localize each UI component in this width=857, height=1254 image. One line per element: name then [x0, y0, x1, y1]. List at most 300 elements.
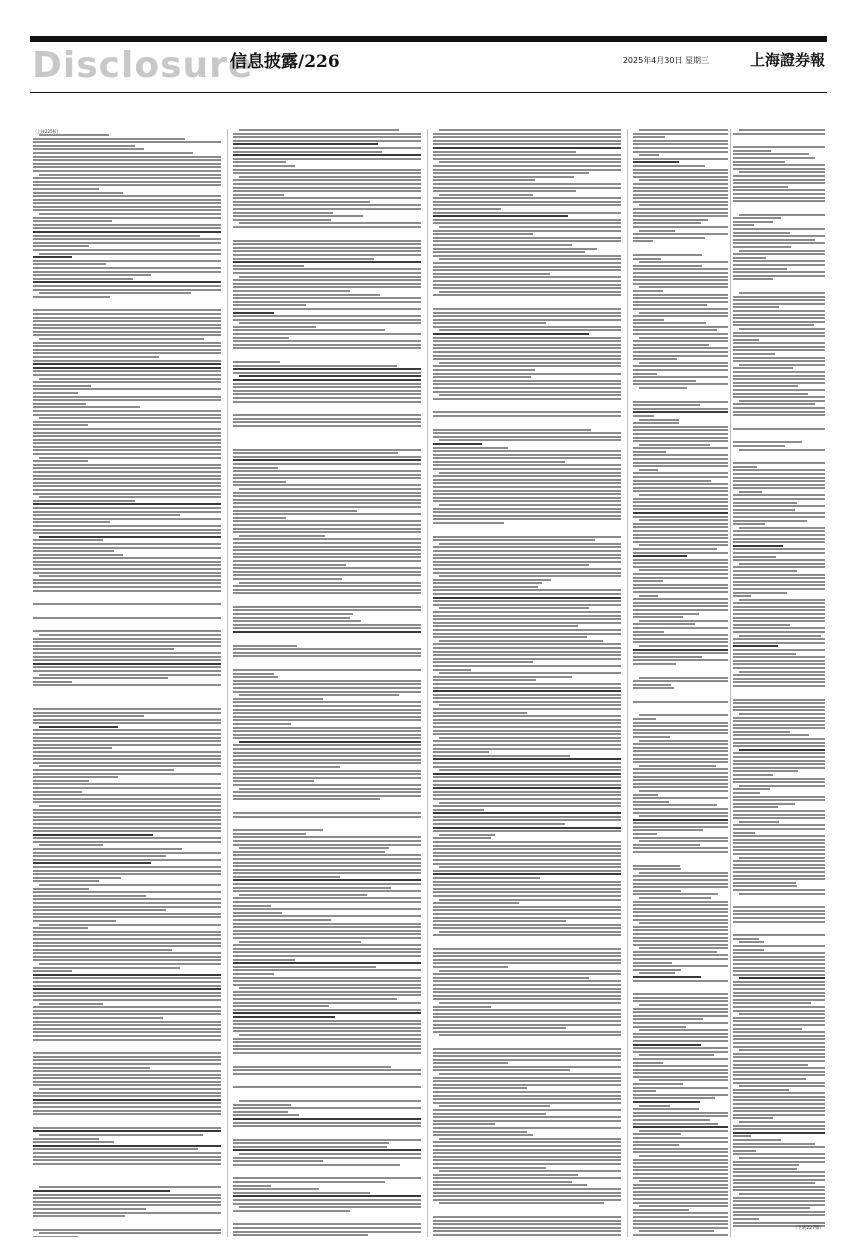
paragraph-gap: [233, 230, 421, 240]
text-line: [33, 1102, 221, 1104]
text-line: [233, 1234, 368, 1236]
text-line: [733, 817, 825, 819]
text-line: [233, 538, 421, 540]
text-line: [733, 1200, 825, 1202]
text-line: [433, 197, 621, 199]
text-line: [433, 411, 621, 413]
text-heading-line: [433, 787, 621, 789]
text-line: [633, 890, 681, 892]
text-line: [239, 1100, 421, 1102]
text-line: [433, 593, 621, 595]
text-line: [633, 1137, 728, 1139]
text-line: [733, 867, 825, 869]
text-line: [733, 667, 825, 669]
text-line: [733, 200, 825, 202]
text-line: [433, 952, 621, 954]
text-line: [733, 1197, 825, 1199]
text-line: [33, 1077, 221, 1079]
text-line: [633, 993, 728, 995]
text-line: [33, 681, 72, 683]
text-line: [33, 439, 221, 441]
text-line: [633, 265, 702, 267]
text-line: [233, 474, 421, 476]
text-line: [33, 209, 221, 211]
text-line: [639, 1105, 670, 1107]
text-line: [433, 1006, 491, 1008]
text-line: [33, 977, 221, 979]
text-line: [233, 365, 397, 367]
paragraph-gap: [33, 698, 221, 708]
text-line: [33, 827, 221, 829]
text-line: [233, 901, 421, 903]
text-line: [633, 526, 728, 528]
text-line: [233, 712, 421, 714]
text-line: [633, 523, 728, 525]
text-line: [639, 519, 728, 521]
text-line: [33, 267, 221, 269]
text-line: [33, 916, 221, 918]
text-heading-line: [33, 1190, 170, 1192]
text-line: [233, 617, 350, 619]
text-line: [33, 1052, 221, 1054]
text-line: [33, 561, 221, 563]
text-line: [633, 750, 728, 752]
text-line: [733, 566, 825, 568]
text-line: [733, 389, 825, 391]
text-line: [33, 985, 221, 987]
text-line: [33, 898, 221, 900]
text-heading-line: [233, 631, 421, 633]
text-line: [233, 194, 284, 196]
text-line: [233, 912, 282, 914]
masthead-top-rule: [30, 36, 827, 42]
text-line: [33, 816, 221, 818]
text-heading-line: [33, 1099, 221, 1101]
text-line: [633, 776, 728, 778]
text-line: [33, 464, 221, 466]
text-line: [433, 837, 491, 839]
text-line: [33, 184, 221, 186]
paragraph-gap: [233, 819, 421, 829]
text-line: [433, 852, 621, 854]
text-line: [633, 215, 728, 217]
text-line: [439, 866, 621, 868]
text-line: [639, 1004, 728, 1006]
text-line: [433, 615, 621, 617]
text-line: [633, 786, 728, 788]
text-line: [233, 549, 421, 551]
text-line: [433, 429, 591, 431]
text-line: [633, 294, 728, 296]
text-line: [233, 567, 421, 569]
text-line: [633, 308, 728, 310]
text-line: [633, 701, 728, 703]
text-line: [233, 620, 361, 622]
text-line: [733, 606, 825, 608]
text-line: [733, 1186, 825, 1188]
text-line: [633, 380, 696, 382]
text-line: [33, 967, 180, 969]
text-line: [33, 1028, 221, 1030]
text-line: [733, 674, 825, 676]
text-line: [33, 245, 89, 247]
article-column-4: [633, 129, 728, 1237]
text-line: [439, 504, 621, 506]
text-line: [733, 371, 825, 373]
text-line: [233, 709, 421, 711]
text-line: [33, 794, 221, 796]
text-line: [433, 511, 621, 513]
text-line: [733, 299, 825, 301]
text-line: [633, 958, 728, 960]
text-line: [733, 824, 825, 826]
text-line: [33, 199, 221, 201]
text-line: [733, 235, 825, 237]
text-line: [233, 1203, 421, 1205]
text-line: [439, 1002, 621, 1004]
text-line: [633, 552, 728, 554]
text-line: [433, 248, 597, 250]
text-line: [439, 575, 621, 577]
text-line: [733, 393, 808, 395]
text-line: [633, 383, 728, 385]
text-line: [633, 1015, 728, 1017]
text-line: [433, 1055, 621, 1057]
paragraph-gap: [733, 452, 825, 462]
text-line: [233, 513, 421, 515]
text-line: [233, 1002, 421, 1004]
text-line: [739, 171, 825, 173]
text-line: [633, 304, 707, 306]
text-heading-line: [233, 143, 378, 145]
text-line: [639, 714, 728, 716]
text-line: [233, 463, 421, 465]
text-line: [433, 244, 572, 246]
text-line: [633, 937, 728, 939]
text-line: [239, 894, 367, 896]
text-line: [733, 332, 825, 334]
text-line: [33, 755, 221, 757]
text-line: [633, 373, 657, 375]
text-line: [633, 1133, 681, 1135]
text-line: [433, 830, 621, 832]
text-line: [33, 320, 221, 322]
text-line: [733, 1171, 825, 1173]
text-line: [639, 337, 728, 339]
text-line: [433, 651, 621, 653]
text-line: [739, 214, 825, 216]
text-line: [233, 840, 421, 842]
text-line: [33, 249, 221, 251]
text-line: [733, 1089, 789, 1091]
text-line: [433, 1199, 621, 1201]
text-line: [439, 194, 533, 196]
text-line: [633, 680, 728, 682]
text-line: [439, 1105, 550, 1107]
text-heading-line: [33, 988, 221, 990]
paragraph-gap: [233, 635, 421, 645]
text-line: [733, 317, 825, 319]
text-line: [33, 1208, 146, 1210]
text-line: [233, 816, 421, 818]
text-line: [639, 286, 728, 288]
text-line: [239, 488, 421, 490]
text-line: [633, 641, 728, 643]
text-line: [433, 1156, 621, 1158]
text-line: [733, 530, 825, 532]
text-line: [733, 346, 825, 348]
text-line: [433, 383, 621, 385]
text-line: [33, 235, 200, 237]
text-heading-line: [233, 1149, 421, 1151]
text-line: [239, 129, 399, 131]
text-line: [33, 1212, 221, 1214]
text-line: [733, 1107, 825, 1109]
text-line: [33, 421, 221, 423]
text-line: [39, 134, 109, 136]
text-line: [633, 584, 728, 586]
text-line: [33, 392, 78, 394]
text-line: [639, 1230, 714, 1232]
text-line: [733, 498, 825, 500]
text-line: [633, 433, 728, 435]
text-line: [233, 553, 421, 555]
text-line: [433, 845, 621, 847]
text-line: [733, 609, 825, 611]
text-line: [733, 864, 825, 866]
text-line: [233, 1223, 421, 1225]
text-line: [233, 1038, 421, 1040]
text-line: [33, 952, 221, 954]
text-line: [733, 934, 825, 936]
text-line: [633, 631, 664, 633]
text-line: [733, 638, 825, 640]
article-column-3: [433, 129, 621, 1237]
text-line: [733, 878, 825, 880]
text-line: [39, 174, 221, 176]
text-line: [233, 158, 421, 160]
text-line: [439, 258, 621, 260]
text-line: [733, 1082, 825, 1084]
text-line: [433, 977, 589, 979]
text-line: [633, 426, 728, 428]
text-heading-line: [739, 749, 825, 751]
text-line: [33, 945, 221, 947]
text-line: [633, 1159, 728, 1161]
text-line: [633, 1083, 683, 1085]
text-line: [633, 408, 728, 410]
text-line: [439, 899, 621, 901]
text-line: [233, 926, 421, 928]
text-line: [33, 227, 221, 229]
text-line: [633, 1234, 728, 1236]
text-line: [33, 327, 221, 329]
text-line: [433, 1084, 621, 1086]
text-line: [33, 482, 221, 484]
text-line: [33, 787, 221, 789]
paragraph-gap: [33, 620, 221, 630]
text-line: [233, 648, 421, 650]
text-line: [733, 375, 825, 377]
text-line: [33, 648, 174, 650]
text-line: [639, 765, 716, 767]
text-line: [433, 222, 621, 224]
newspaper-logo: 上海證券報: [749, 51, 825, 69]
paragraph-gap: [233, 1129, 421, 1139]
text-line: [633, 652, 728, 654]
text-line: [733, 1020, 825, 1022]
text-line: [439, 970, 621, 972]
text-line: [633, 1187, 728, 1189]
text-line: [233, 1009, 421, 1011]
text-line: [633, 194, 728, 196]
text-line: [633, 505, 728, 507]
text-line: [33, 812, 221, 814]
text-line: [633, 663, 676, 665]
text-line: [33, 475, 221, 477]
text-line: [633, 233, 728, 235]
text-line: [233, 247, 421, 249]
text-line: [733, 1153, 825, 1155]
text-line: [639, 1180, 728, 1182]
text-line: [733, 885, 797, 887]
column-divider: [427, 129, 428, 1237]
text-line: [633, 183, 728, 185]
text-line: [433, 665, 621, 667]
text-line: [433, 863, 621, 865]
text-line: [633, 754, 728, 756]
text-line: [433, 391, 621, 393]
text-line: [733, 849, 825, 851]
text-line: [233, 449, 421, 451]
text-line: [233, 183, 421, 185]
text-line: [733, 917, 825, 919]
paragraph-gap: [33, 1219, 221, 1229]
text-line: [233, 401, 421, 403]
text-line: [239, 847, 389, 849]
text-line: [433, 679, 536, 681]
text-line: [33, 385, 91, 387]
text-line: [733, 602, 825, 604]
text-line: [733, 1179, 825, 1181]
text-line: [33, 309, 221, 311]
text-line: [233, 1073, 421, 1075]
text-line: [233, 470, 421, 472]
text-line: [633, 133, 728, 135]
text-line: [633, 1223, 728, 1225]
text-line: [433, 561, 621, 563]
text-line: [733, 1143, 815, 1145]
text-line: [633, 451, 666, 453]
text-line: [233, 1086, 421, 1088]
text-line: [633, 634, 728, 636]
text-line: [633, 480, 711, 482]
text-line: [433, 1069, 570, 1071]
text-line: [33, 1113, 221, 1115]
text-line: [433, 1195, 621, 1197]
text-line: [33, 568, 221, 570]
text-line: [633, 1018, 703, 1020]
text-line: [733, 1150, 756, 1152]
text-line: [433, 1009, 621, 1011]
text-line: [439, 1202, 604, 1204]
text-line: [233, 589, 421, 591]
text-line: [733, 1056, 825, 1058]
text-line: [233, 1231, 421, 1233]
text-line: [733, 620, 825, 622]
text-line: [433, 1181, 572, 1183]
text-line: [733, 1096, 825, 1098]
text-line: [733, 484, 825, 486]
column-divider: [227, 129, 228, 1237]
text-line: [633, 1148, 728, 1150]
text-line: [433, 1192, 621, 1194]
text-line: [733, 1222, 825, 1224]
text-line: [733, 1017, 825, 1019]
text-line: [733, 548, 825, 550]
text-line: [433, 948, 621, 950]
text-line: [233, 977, 421, 979]
text-line: [433, 726, 621, 728]
text-line: [33, 798, 221, 800]
text-line: [633, 808, 728, 810]
text-line: [733, 806, 778, 808]
text-line: [233, 219, 331, 221]
text-line: [433, 1223, 621, 1225]
text-line: [733, 945, 825, 947]
text-line: [233, 1069, 421, 1071]
text-line: [233, 1199, 421, 1201]
text-line: [433, 1013, 621, 1015]
text-line: [433, 715, 621, 717]
text-line: [733, 512, 825, 514]
text-line: [639, 1155, 728, 1157]
text-line: [433, 266, 621, 268]
text-line: [433, 568, 621, 570]
paragraph-gap: [233, 1056, 421, 1066]
text-line: [733, 584, 825, 586]
text-line: [33, 942, 221, 944]
text-line: [33, 271, 221, 273]
text-line: [639, 261, 728, 263]
text-line: [433, 712, 527, 714]
text-line: [33, 762, 221, 764]
text-line: [733, 378, 825, 380]
text-line: [33, 712, 221, 714]
paragraph-gap: [233, 1076, 421, 1086]
text-line: [733, 842, 825, 844]
text-line: [733, 577, 825, 579]
text-line: [633, 190, 728, 192]
text-line: [733, 959, 825, 961]
text-line: [33, 242, 221, 244]
text-line: [33, 317, 221, 319]
text-line: [233, 524, 421, 526]
text-line: [733, 846, 825, 848]
text-line: [233, 719, 421, 721]
text-heading-line: [233, 962, 421, 964]
text-line: [433, 237, 621, 239]
text-line: [733, 835, 825, 837]
text-line: [33, 888, 89, 890]
text-line: [433, 312, 621, 314]
text-line: [233, 425, 421, 427]
text-line: [233, 795, 421, 797]
text-line: [639, 620, 728, 622]
paragraph-gap: [233, 802, 421, 812]
text-line: [33, 181, 221, 183]
text-line: [233, 542, 421, 544]
